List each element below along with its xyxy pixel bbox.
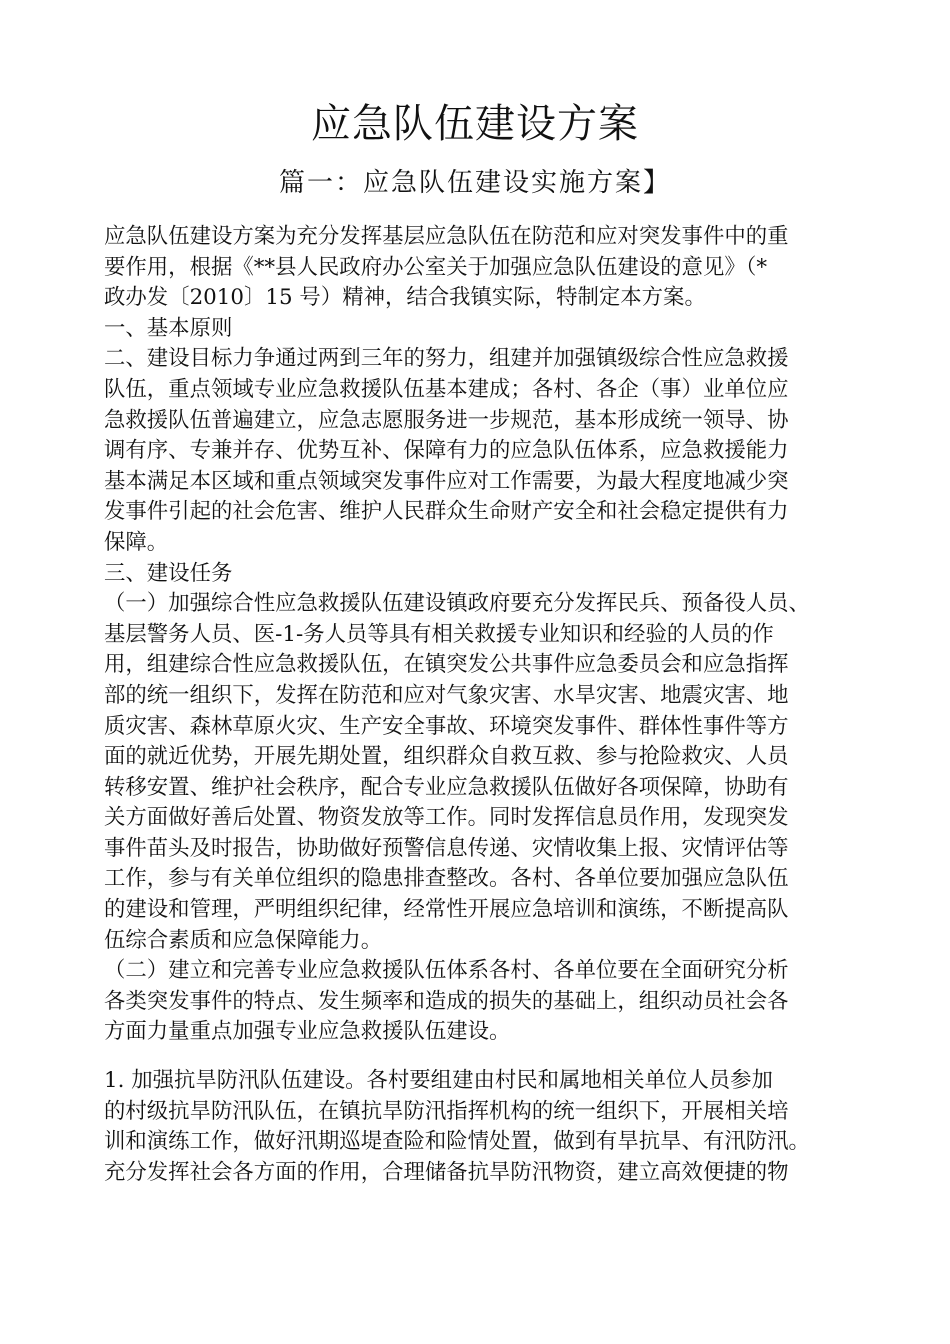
paragraph-line: 转移安置、维护社会秩序，配合专业应急救援队伍做好各项保障，协助有 <box>104 774 789 800</box>
paragraph-line: 方面力量重点加强专业应急救援队伍建设。 <box>104 1019 511 1045</box>
paragraph-line: 要作用，根据《**县人民政府办公室关于加强应急队伍建设的意见》（* <box>104 254 768 280</box>
paragraph-line: 基本满足本区域和重点领域突发事件应对工作需要，为最大程度地减少突 <box>104 468 789 494</box>
paragraph-line: （一）加强综合性应急救援队伍建设镇政府要充分发挥民兵、预备役人员、 <box>104 591 810 617</box>
document-body <box>104 222 864 1188</box>
paragraph-line: （二）建立和完善专业应急救援队伍体系各村、各单位要在全面研究分析 <box>104 958 789 984</box>
paragraph-line: 保障。 <box>104 529 169 555</box>
paragraph-line: 一、基本原则 <box>104 315 233 341</box>
paragraph <box>104 956 864 1048</box>
paragraph-line: 面的就近优势，开展先期处置，组织群众自救互救、参与抢险救灾、人员 <box>104 744 789 770</box>
paragraph-line: 关方面做好善后处置、物资发放等工作。同时发挥信息员作用，发现突发 <box>104 805 789 831</box>
paragraph <box>104 1066 864 1188</box>
paragraph-line: 基层警务人员、医-1-务人员等具有相关救援专业知识和经验的人员的作 <box>104 621 774 647</box>
paragraph-line: 事件苗头及时报告，协助做好预警信息传递、灾情收集上报、灾情评估等 <box>104 835 789 861</box>
paragraph-line: 急救援队伍普遍建立，应急志愿服务进一步规范，基本形成统一领导、协 <box>104 407 789 433</box>
paragraph <box>104 222 864 314</box>
paragraph-line: 三、建设任务 <box>104 560 233 586</box>
paragraph-line: 二、建设目标力争通过两到三年的努力，组建并加强镇级综合性应急救援 <box>104 346 789 372</box>
paragraph-line: 发事件引起的社会危害、维护人民群众生命财产安全和社会稳定提供有力 <box>104 499 789 525</box>
paragraph-line: 各类突发事件的特点、发生频率和造成的损失的基础上，组织动员社会各 <box>104 988 789 1014</box>
paragraph <box>104 589 864 956</box>
document-subtitle: 篇一：应急队伍建设实施方案】 <box>278 168 671 198</box>
paragraph-line: 用，组建综合性应急救援队伍，在镇突发公共事件应急委员会和应急指挥 <box>104 652 789 678</box>
paragraph <box>104 314 864 345</box>
paragraph-line: 部的统一组织下，发挥在防范和应对气象灾害、水旱灾害、地震灾害、地 <box>104 682 789 708</box>
paragraph-line: 应急队伍建设方案为充分发挥基层应急队伍在防范和应对突发事件中的重 <box>104 224 789 249</box>
paragraph-line: 质灾害、森林草原火灾、生产安全事故、环境突发事件、群体性事件等方 <box>104 713 789 739</box>
paragraph <box>104 344 864 558</box>
paragraph-line: 调有序、专兼并存、优势互补、保障有力的应急队伍体系，应急救援能力 <box>104 438 789 464</box>
paragraph-line: 工作，参与有关单位组织的隐患排查整改。各村、各单位要加强应急队伍 <box>104 866 789 892</box>
paragraph-line: 的村级抗旱防汛队伍，在镇抗旱防汛指挥机构的统一组织下，开展相关培 <box>104 1098 789 1124</box>
paragraph-line: 训和演练工作，做好汛期巡堤查险和险情处置，做到有旱抗旱、有汛防汛。 <box>104 1129 810 1155</box>
paragraph-gap <box>104 1048 864 1066</box>
paragraph-line: 的建设和管理，严明组织纪律，经常性开展应急培训和演练，不断提高队 <box>104 897 789 923</box>
paragraph-line: 伍综合素质和应急保障能力。 <box>104 927 383 953</box>
paragraph <box>104 559 864 590</box>
paragraph-line: 政办发〔2010〕15 号）精神，结合我镇实际，特制定本方案。 <box>104 285 706 311</box>
document-title: 应急队伍建设方案 <box>311 101 639 147</box>
paragraph-line: 队伍，重点领域专业应急救援队伍基本建成；各村、各企（事）业单位应 <box>104 376 789 402</box>
paragraph-line: 充分发挥社会各方面的作用，合理储备抗旱防汛物资，建立高效便捷的物 <box>104 1159 789 1185</box>
paragraph-line: 1. 加强抗旱防汛队伍建设。各村要组建由村民和属地相关单位人员参加 <box>104 1068 773 1094</box>
